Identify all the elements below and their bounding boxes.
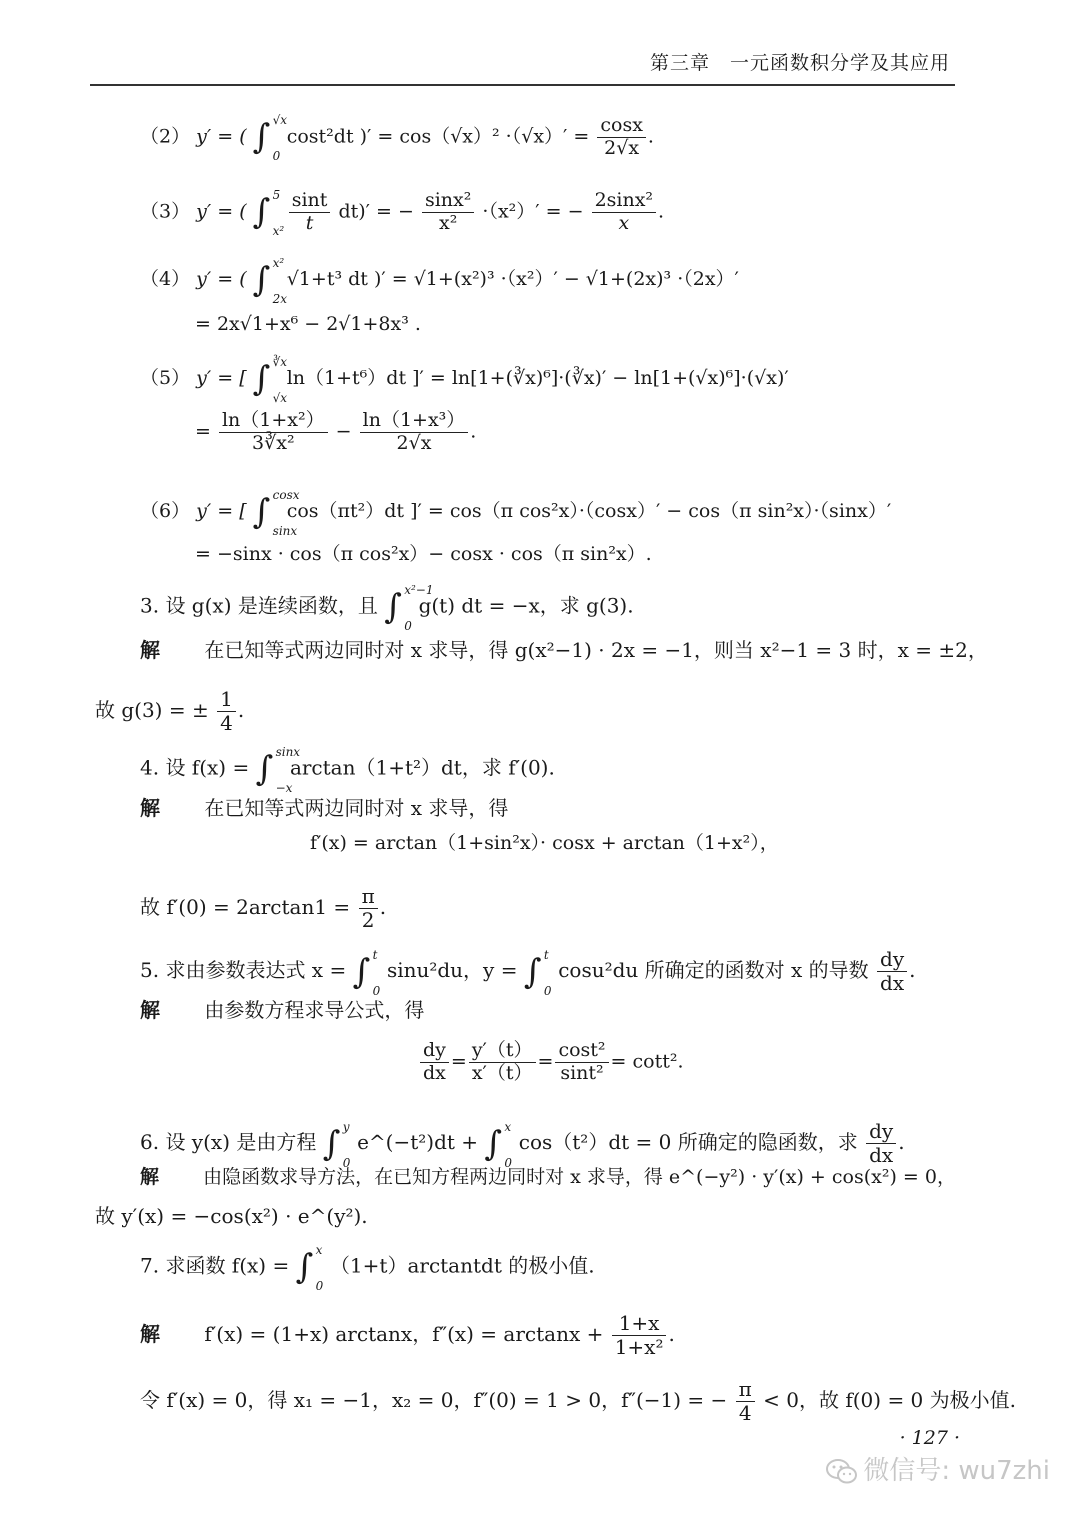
item-number: （5） [140, 367, 191, 389]
denominator: x² [422, 212, 474, 235]
period: . [898, 1130, 905, 1154]
solution-text: 由参数方程求导公式，得 [204, 998, 425, 1022]
integral-sign: ∫ t 0 [352, 947, 381, 998]
integral-sign: ∫ x² 2x [252, 256, 288, 306]
solution-label: 解 [140, 796, 160, 820]
upper-limit: x² [272, 256, 285, 270]
lower-limit: sinx [272, 524, 298, 538]
fraction [555, 1040, 608, 1085]
answer-5 [140, 1000, 424, 1020]
rhs: ]′ = cos（π cos²x）·（cosx）′ − cos（π sin²x）·（sinx）′ [410, 500, 892, 522]
lhs: y′ = ( [196, 200, 247, 223]
question-6 [140, 1119, 905, 1170]
fraction [866, 1120, 896, 1167]
solution-6-line2: = −sinx · cos（π cos²x）− cosx · cos（π sin²x）. [195, 543, 652, 565]
solution-text: 由隐函数求导方法，在已知方程两边同时对 x 求导，得 e^(−y²) · y′(x) + cos(x²) = 0， [203, 1166, 956, 1188]
solution-2 [140, 113, 654, 164]
page-number: · 127 · [899, 1427, 960, 1449]
page-header [90, 44, 955, 86]
period: . [237, 698, 245, 722]
question-text: 设 y(x) 是由方程 [165, 1130, 317, 1154]
fraction [217, 688, 236, 735]
solution-label: 解 [140, 1166, 160, 1188]
integrand: cost²dt [286, 125, 354, 148]
fraction [736, 1378, 755, 1425]
rhs: )′ = cos（√x）² ·（√x）′ = [359, 125, 590, 148]
answer-4 [140, 798, 508, 818]
item-number: （2） [140, 125, 191, 148]
integral-sign: ∫ cosx sinx [252, 488, 300, 538]
question-3 [140, 583, 634, 633]
upper-limit: √x [272, 113, 288, 128]
denominator: x′（t） [469, 1062, 536, 1085]
conclusion-text: 故 f′(0) = 2arctan1 = [140, 895, 351, 919]
denominator: dx [866, 1143, 896, 1167]
lower-limit: 0 [543, 983, 552, 998]
lower-limit: 0 [315, 1279, 324, 1293]
numerator: 1 [220, 687, 233, 711]
question-text: g(t) dt = −x，求 g(3). [418, 593, 634, 618]
question-text: 设 f(x) = [165, 755, 250, 780]
upper-limit: sinx [275, 745, 301, 759]
integral-sign: ∫ √x 0 [252, 113, 288, 164]
solution-text: 在已知等式两边同时对 x 求导，得 [204, 796, 509, 820]
lower-limit: 2x [272, 292, 288, 306]
question-number: 4. [140, 755, 160, 780]
solution-5-line2: = $\frac{\text{ln（1+x²）}}{\text{3∛x²}}$ − $\frac{\text{ln（1+x³）}}{2√x}$ . [195, 409, 477, 454]
watermark-text: 微信号: wu7zhi [863, 1456, 1050, 1486]
numerator: π [738, 1377, 752, 1401]
upper-limit: 5 [272, 188, 281, 203]
question-number: 6. [140, 1130, 160, 1154]
question-text: arctan（1+t²）dt，求 f′(0). [289, 755, 555, 780]
period: . [379, 895, 387, 919]
integral-sign: ∫ y 0 [322, 1119, 351, 1170]
denominator: t [289, 212, 331, 235]
fraction [289, 190, 331, 235]
fraction [612, 1312, 667, 1359]
lower-limit: 0 [272, 149, 281, 164]
denominator: 4 [217, 711, 236, 735]
denominator: 2 [359, 908, 378, 932]
answer-5-display: $\frac{dy}{dx}$ = $\frac{y'(t)}{x'(t)}$ = $\frac{\text{cost²}}{\text{sint²}}$ = cott². [418, 1040, 684, 1085]
watermark [825, 1450, 1050, 1487]
question-4 [140, 745, 555, 795]
question-text: cosu²du 所确定的函数对 x 的导数 [558, 958, 869, 982]
rhs: )′ = √1+(x²)³ ·（x²）′ − √1+(2x)³ ·（2x）′ [373, 268, 739, 290]
fraction [469, 1040, 536, 1085]
lhs: y′ = [ [196, 500, 247, 522]
integral-sign: ∫ x 0 [484, 1119, 513, 1170]
conclusion-text: 故 g(3) = ± [95, 698, 209, 722]
fraction [219, 410, 328, 455]
numerator: cost² [558, 1039, 606, 1061]
denominator: 4 [736, 1401, 755, 1425]
numerator: sint [291, 189, 328, 211]
wechat-icon [825, 1458, 859, 1486]
answer-7 [140, 1312, 675, 1359]
question-text: （1+t）arctantdt 的极小值. [329, 1253, 595, 1278]
integrand: cos（πt²）dt [286, 500, 405, 522]
upper-limit: t [543, 947, 549, 962]
item-number: （4） [140, 268, 191, 290]
answer-6 [140, 1168, 956, 1187]
numerator: dy [869, 1119, 894, 1143]
upper-limit: t [372, 947, 378, 962]
conclusion-text: 令 f′(x) = 0，得 x₁ = −1，x₂ = 0，f″(0) = 1 > 0，f″(−1) = − [140, 1388, 728, 1412]
fraction [422, 190, 474, 235]
item-number: （3） [140, 200, 191, 223]
denominator: 1+x² [612, 1335, 667, 1359]
question-number: 3. [140, 593, 160, 618]
fraction [592, 190, 656, 235]
upper-limit: x [504, 1119, 512, 1134]
question-text: sinu²du，y = [386, 958, 518, 982]
denominator: 2√x [360, 432, 469, 455]
solution-label: 解 [140, 638, 160, 662]
upper-limit: y [342, 1119, 350, 1134]
numerator: 1+x [618, 1311, 660, 1335]
answer-3-conclusion [95, 688, 244, 735]
lower-limit: 0 [504, 1155, 513, 1170]
result: = cott². [610, 1050, 684, 1073]
fraction [597, 115, 646, 160]
integrand: √1+t³ dt [286, 268, 368, 290]
solution-6 [140, 488, 892, 538]
fraction [420, 1040, 449, 1085]
numerator: ln（1+x³） [362, 409, 466, 431]
chapter-title: 第三章 一元函数积分学及其应用 [649, 52, 950, 74]
fraction [877, 948, 907, 995]
upper-limit: cosx [272, 488, 300, 502]
upper-limit: ∛x [272, 355, 288, 369]
integral-sign: ∫ x²−1 0 [384, 583, 434, 633]
upper-limit: x²−1 [404, 583, 434, 597]
rhs: dt)′ = − [338, 200, 414, 223]
solution-5 [140, 355, 789, 405]
question-7 [140, 1243, 595, 1293]
question-5 [140, 947, 916, 998]
numerator: π [361, 884, 375, 908]
upper-limit: x [315, 1243, 323, 1257]
solution-label: 解 [140, 998, 160, 1022]
question-text: 求由参数表达式 x = [165, 958, 347, 982]
integral-sign: ∫ 5 x² [252, 188, 285, 239]
question-text: 设 g(x) 是连续函数，且 [165, 593, 378, 618]
lower-limit: −x [275, 781, 293, 795]
question-text: 求函数 f(x) = [165, 1253, 290, 1278]
question-text: e^(−t²)dt + [357, 1130, 479, 1154]
fraction [359, 885, 378, 932]
denominator: dx [420, 1062, 449, 1085]
solution-3 [140, 188, 665, 239]
answer-3 [140, 640, 988, 660]
denominator: dx [877, 971, 907, 995]
question-text: cos（t²）dt = 0 所确定的隐函数，求 [518, 1130, 858, 1154]
integrand: ln（1+t⁶）dt [286, 367, 407, 389]
solution-label: 解 [140, 1322, 160, 1346]
fraction [360, 410, 469, 455]
lower-limit: √x [272, 391, 288, 405]
integral-sign: ∫ sinx −x [255, 745, 301, 795]
question-number: 7. [140, 1253, 160, 1278]
question-number: 5. [140, 958, 160, 982]
lhs: y′ = ( [196, 125, 247, 148]
lower-limit: 0 [342, 1155, 351, 1170]
numerator: sinx² [424, 189, 472, 211]
numerator: y′（t） [471, 1039, 533, 1061]
numerator: dy [423, 1039, 446, 1061]
denominator: 2√x [597, 137, 646, 160]
period: . [909, 958, 916, 982]
integral-sign: ∫ t 0 [523, 947, 552, 998]
rhs: ]′ = ln[1+(∛x)⁶]·(∛x)′ − ln[1+(√x)⁶]·(√x)′ [412, 367, 789, 389]
solution-text: 在已知等式两边同时对 x 求导，得 g(x²−1) · 2x = −1，则当 x²−1 = 3 时，x = ±2， [204, 638, 988, 662]
lower-limit: 0 [372, 983, 381, 998]
period: . [658, 200, 665, 223]
lower-limit: 0 [404, 619, 412, 633]
conclusion-text: < 0，故 f(0) = 0 为极小值. [763, 1388, 1016, 1412]
lhs: y′ = ( [196, 268, 247, 290]
solution-text: f′(x) = (1+x) arctanx，f″(x) = arctanx + [204, 1322, 604, 1346]
answer-6-conclusion: 故 y′(x) = −cos(x²) · e^(y²). [95, 1204, 368, 1228]
integral-sign: ∫ x 0 [295, 1243, 324, 1293]
numerator: ln（1+x²） [221, 409, 325, 431]
denominator: 3∛x² [219, 432, 328, 455]
numerator: 2sinx² [594, 189, 654, 211]
answer-7-conclusion [140, 1378, 1016, 1425]
rhs: ·（x²）′ = − [482, 200, 584, 223]
answer-4-display: f′(x) = arctan（1+sin²x）· cosx + arctan（1+x²）， [310, 832, 779, 854]
numerator: dy [880, 947, 905, 971]
solution-4 [140, 256, 739, 306]
solution-4-line2: = 2x√1+x⁶ − 2√1+8x³ . [195, 313, 421, 335]
denominator: x [592, 212, 656, 235]
numerator: cosx [600, 114, 643, 136]
lower-limit: x² [272, 224, 285, 239]
lhs: y′ = [ [196, 367, 247, 389]
period: . [647, 125, 654, 148]
period: . [668, 1322, 675, 1346]
answer-4-conclusion [140, 885, 386, 932]
integral-sign: ∫ ∛x √x [252, 355, 288, 405]
item-number: （6） [140, 500, 191, 522]
denominator: sint² [555, 1062, 608, 1085]
